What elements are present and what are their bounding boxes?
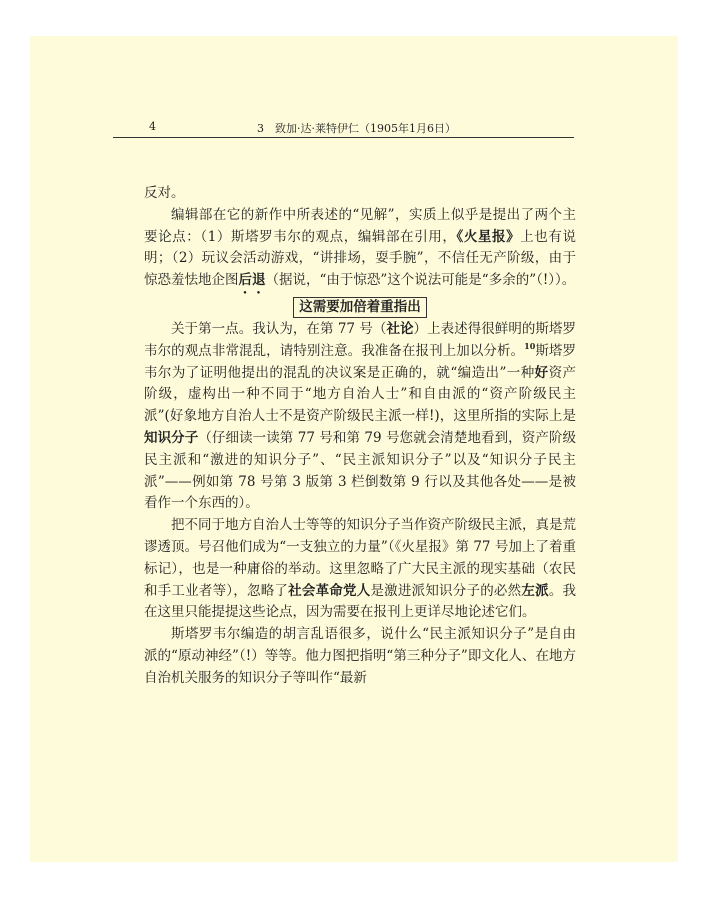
footnote-marker: 10 (524, 340, 536, 351)
boxed-heading-line (144, 297, 576, 319)
emphasis-retreat: 后退 (238, 272, 266, 289)
body-text (144, 183, 576, 690)
running-header (113, 117, 574, 138)
header-title: 3 致加·达·莱特伊仁（1905年1月6日） (257, 122, 456, 135)
boxed-heading: 这需要加倍着重指出 (293, 297, 427, 318)
paragraph-3: 关于第一点。我认为，在第 77 号（社论）上表述得很鲜明的斯塔罗韦尔的观点非常混乱，请特别注意。我准备在报刊上加以分析。$^{10}$斯塔罗韦尔为了证明他提出的混乱的决议案是正确的，就“编造出”一种好资产阶级，虚构出一种不同于“地方自治人士”和自由派的“资产阶级民主派”(好象地方自治人士不是资产阶级民主派一样!)，这里所指的实际上是知识分子（仔细读一读第 77 号和第 79 号您就会清楚地看到，资产阶级民主派和“激进的知识分子”、“民主派知识分子”以及“知识分子民主派”——例如第 78 号第 3 版第 3 栏倒数第 9 行以及其他各处——是被看作一个东西的）。 (144, 320, 577, 512)
paragraph-4: 把不同于地方自治人士等等的知识分子当作资产阶级民主派，真是荒谬透顶。号召他们成为“一支独立的力量”（《火星报》第 77 号加上了着重标记），也是一种庸俗的举动。这里忽略了广大民主派的现实基础（农民和手工业者等），忽略了社会革命党人是激进派知识分子的必然左派。我在这里只能提提这些论点，因为需要在报刊上更详尽地论述它们。 (144, 517, 577, 621)
paragraph-5: 斯塔罗韦尔编造的胡言乱语很多，说什么“民主派知识分子”是自由派的“原动神经”（!）等等。他力图把指明“第三种分子”即文化人、在地方自治机关服务的知识分子等叫作“最新 (144, 626, 576, 686)
paragraph-2: 编辑部在它的新作中所表述的“见解”，实质上似乎是提出了两个主要论点：（1）斯塔罗韦尔的观点，编辑部在引用，《火星报》上也有说明；（2）玩议会活动游戏，“讲排场，耍手腕”，不信任无产阶级，由于惊恐羞怯地企图后退（据说，“由于惊恐”这个说法可能是“多余的”（!））。 (144, 206, 576, 289)
iskra-bold: 《火星报》 (456, 228, 521, 245)
page-number: 4 (149, 120, 156, 133)
paragraph-1: 反对。 (144, 185, 185, 201)
